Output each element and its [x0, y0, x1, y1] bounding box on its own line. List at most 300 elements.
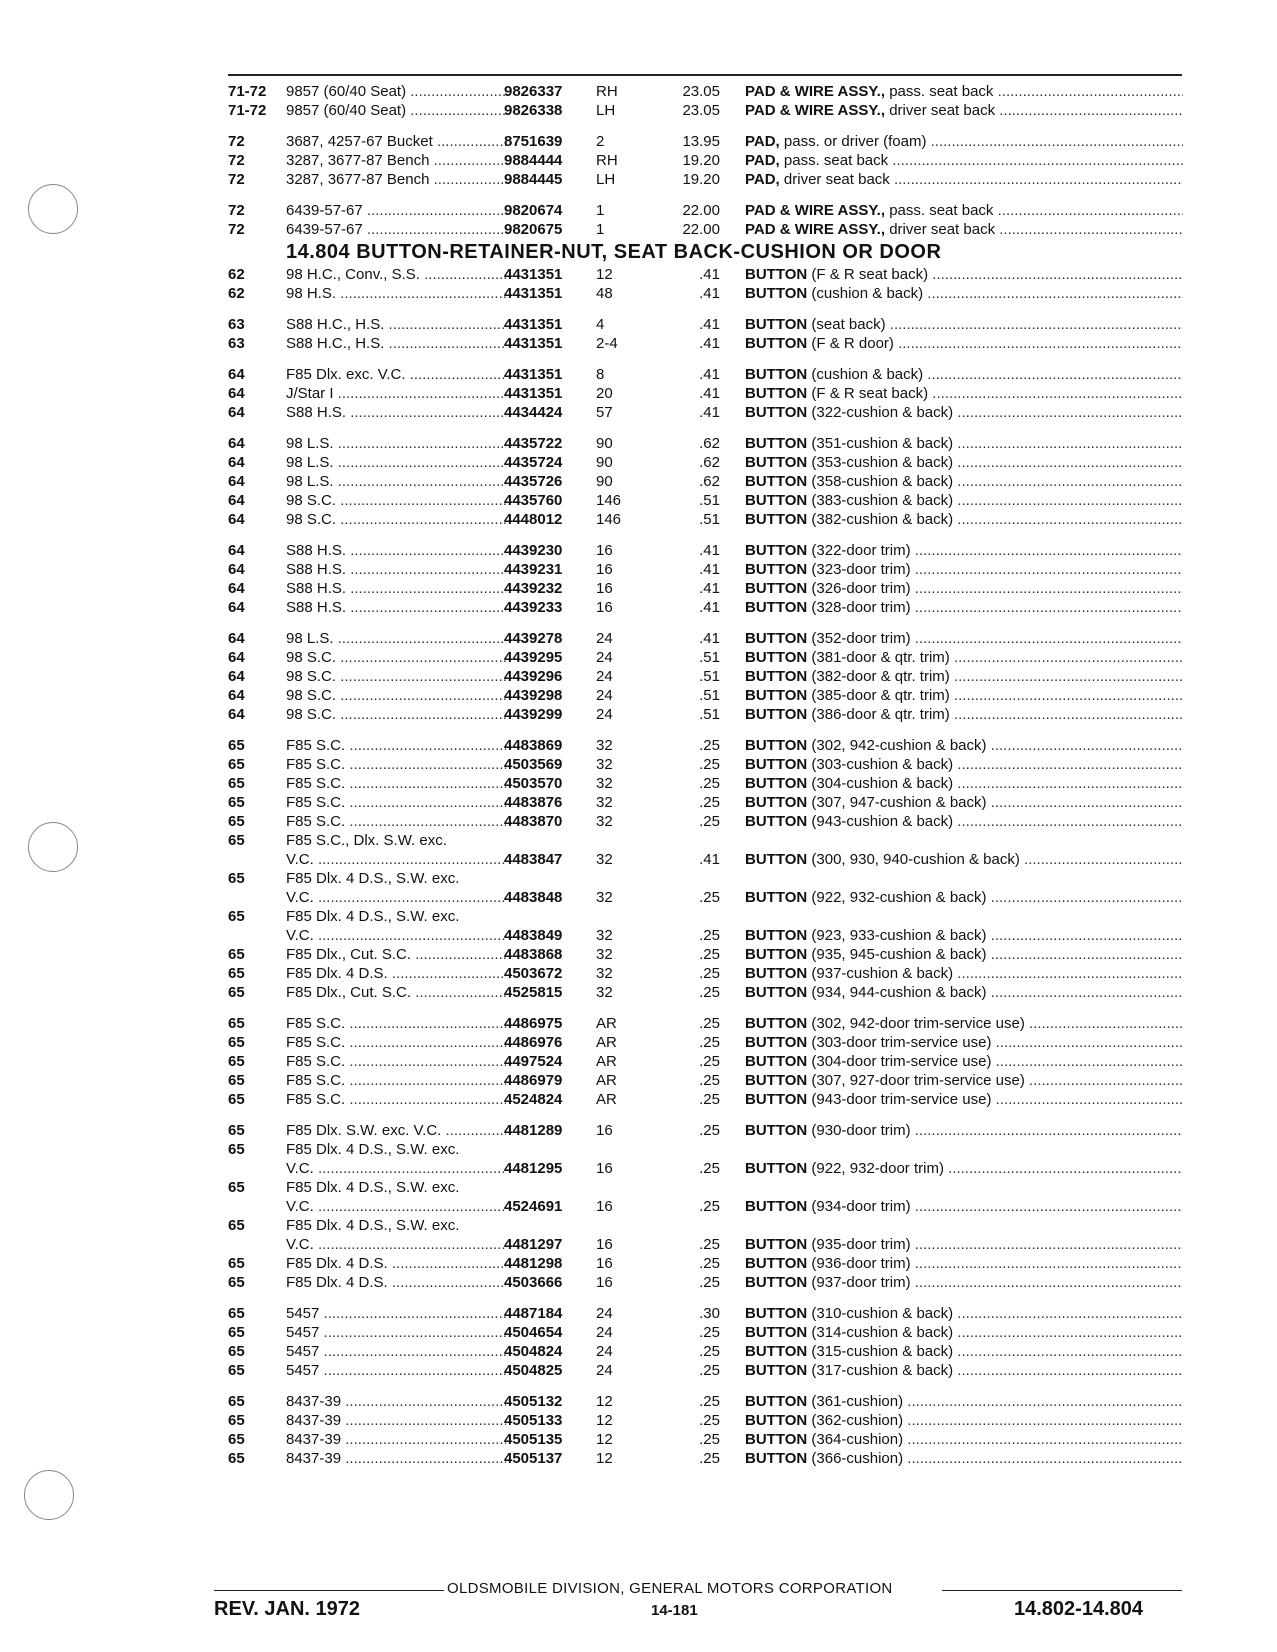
model-cell: 98 S.C. .....	[286, 510, 506, 529]
year-cell: 64	[228, 404, 245, 421]
model-cell: 98 S.C. .....	[286, 686, 506, 705]
price-cell: 13.95	[682, 133, 720, 150]
table-row	[0, 964, 1277, 983]
quantity-cell: 24	[596, 1343, 613, 1360]
description-text: (304-cushion & back)	[807, 775, 954, 792]
part-number-cell: 4486975	[504, 1015, 563, 1032]
quantity-cell: AR	[596, 1053, 617, 1070]
description-cell	[745, 1304, 1183, 1323]
table-row	[0, 1342, 1277, 1361]
description-bold: BUTTON	[745, 649, 808, 666]
description-bold: BUTTON	[745, 984, 808, 1001]
description-text: driver seat back	[885, 102, 996, 119]
description-bold: BUTTON	[745, 1053, 808, 1070]
quantity-cell: 24	[596, 1324, 613, 1341]
description-cell	[745, 579, 1183, 598]
description-cell	[745, 132, 1183, 151]
description-cell	[745, 755, 1183, 774]
table-row	[0, 1449, 1277, 1468]
year-cell: 72	[228, 152, 245, 169]
quantity-cell: 16	[596, 580, 613, 597]
price-cell: .41	[699, 366, 720, 383]
model-cell: V.C. .....	[286, 926, 506, 945]
price-cell: .41	[699, 630, 720, 647]
price-cell: .41	[699, 316, 720, 333]
year-cell: 63	[228, 316, 245, 333]
part-number-cell: 4486976	[504, 1034, 563, 1051]
quantity-cell: 146	[596, 511, 622, 528]
description-cell	[745, 1342, 1183, 1361]
table-row	[0, 1361, 1277, 1380]
quantity-cell: 32	[596, 946, 613, 963]
part-number-cell: 4505132	[504, 1393, 563, 1410]
year-cell: 72	[228, 202, 245, 219]
part-number-cell: 4481297	[504, 1236, 563, 1253]
description-text: (382-cushion & back)	[807, 511, 954, 528]
description-bold: BUTTON	[745, 965, 808, 982]
footer-page-number: 14-181	[651, 1602, 698, 1619]
group-spacer	[0, 617, 1277, 629]
description-bold: BUTTON	[745, 756, 808, 773]
price-cell: .51	[699, 511, 720, 528]
year-cell: 65	[228, 1034, 245, 1051]
year-cell: 64	[228, 580, 245, 597]
quantity-cell: 24	[596, 687, 613, 704]
price-cell: .51	[699, 687, 720, 704]
description-bold: BUTTON	[745, 794, 808, 811]
part-number-cell: 4483848	[504, 889, 563, 906]
table-row	[0, 629, 1277, 648]
model-cell: 98 S.C. .....	[286, 705, 506, 724]
model-cell: 8437-39 .....	[286, 1411, 506, 1430]
year-cell: 64	[228, 385, 245, 402]
price-cell: .25	[699, 946, 720, 963]
description-cell	[745, 82, 1183, 101]
part-number-cell: 4431351	[504, 366, 563, 383]
table-row	[0, 220, 1277, 239]
part-number-cell: 4487184	[504, 1305, 563, 1322]
part-number-cell: 4481298	[504, 1255, 563, 1272]
description-cell	[745, 434, 1183, 453]
price-cell: .25	[699, 1160, 720, 1177]
quantity-cell: RH	[596, 83, 618, 100]
group-spacer	[0, 1109, 1277, 1121]
quantity-cell: 12	[596, 1450, 613, 1467]
price-cell: .25	[699, 775, 720, 792]
table-row	[0, 1071, 1277, 1090]
description-bold: BUTTON	[745, 668, 808, 685]
table-row	[0, 1235, 1277, 1254]
description-bold: BUTTON	[745, 1305, 808, 1322]
quantity-cell: 16	[596, 542, 613, 559]
model-cell: F85 S.C. .....	[286, 1052, 506, 1071]
footer-revision: REV. JAN. 1972	[214, 1598, 361, 1620]
table-row	[0, 541, 1277, 560]
model-cell: 5457 .....	[286, 1342, 506, 1361]
model-cell: 8437-39 .....	[286, 1430, 506, 1449]
description-bold: BUTTON	[745, 927, 808, 944]
price-cell: 19.20	[682, 152, 720, 169]
part-number-cell: 4435726	[504, 473, 563, 490]
model-cell: F85 S.C. .....	[286, 755, 506, 774]
part-number-cell: 4483849	[504, 927, 563, 944]
quantity-cell: 12	[596, 1431, 613, 1448]
description-bold: BUTTON	[745, 1393, 808, 1410]
table-row	[0, 365, 1277, 384]
model-cell: 3287, 3677-87 Bench .....	[286, 151, 506, 170]
binder-hole	[24, 1470, 74, 1520]
model-cell: 98 L.S. .....	[286, 434, 506, 453]
price-cell: .25	[699, 1255, 720, 1272]
price-cell: .25	[699, 813, 720, 830]
year-cell: 64	[228, 706, 245, 723]
description-text: pass. seat back	[885, 83, 994, 100]
description-cell	[745, 686, 1183, 705]
group-spacer	[0, 529, 1277, 541]
description-bold: BUTTON	[745, 946, 808, 963]
price-cell: .25	[699, 1431, 720, 1448]
price-cell: .25	[699, 1450, 720, 1467]
year-cell: 65	[228, 1343, 245, 1360]
description-text: (362-cushion)	[807, 1412, 904, 1429]
table-row	[0, 510, 1277, 529]
price-cell: .25	[699, 984, 720, 1001]
table-row	[0, 831, 1277, 850]
quantity-cell: AR	[596, 1015, 617, 1032]
description-cell	[745, 1392, 1183, 1411]
description-text: (322-door trim)	[807, 542, 911, 559]
description-text: (328-door trim)	[807, 599, 911, 616]
model-cell: F85 S.C. .....	[286, 774, 506, 793]
model-cell: 5457 .....	[286, 1304, 506, 1323]
price-cell: .25	[699, 889, 720, 906]
description-text: (364-cushion)	[807, 1431, 904, 1448]
part-number-cell: 4439296	[504, 668, 563, 685]
year-cell: 65	[228, 832, 245, 849]
part-number-cell: 4431351	[504, 285, 563, 302]
description-cell	[745, 384, 1183, 403]
description-text: (310-cushion & back)	[807, 1305, 954, 1322]
description-text: pass. seat back	[779, 152, 889, 169]
quantity-cell: 32	[596, 927, 613, 944]
description-text: (F & R seat back)	[807, 266, 929, 283]
quantity-cell: 32	[596, 984, 613, 1001]
quantity-cell: 90	[596, 454, 613, 471]
year-cell: 65	[228, 870, 245, 887]
table-row	[0, 434, 1277, 453]
table-row	[0, 1323, 1277, 1342]
description-cell	[745, 850, 1183, 869]
group-spacer	[0, 422, 1277, 434]
description-cell	[745, 315, 1183, 334]
description-text: (314-cushion & back)	[807, 1324, 954, 1341]
model-cell: V.C. .....	[286, 1197, 506, 1216]
price-cell: .25	[699, 1091, 720, 1108]
quantity-cell: 32	[596, 775, 613, 792]
table-row	[0, 453, 1277, 472]
quantity-cell: 8	[596, 366, 605, 383]
year-cell: 65	[228, 1217, 245, 1234]
table-row	[0, 648, 1277, 667]
table-row	[0, 579, 1277, 598]
description-text: (923, 933-cushion & back)	[807, 927, 987, 944]
model-cell: F85 Dlx., Cut. S.C. .....	[286, 945, 506, 964]
year-cell: 65	[228, 794, 245, 811]
description-bold: PAD & WIRE ASSY.,	[745, 102, 886, 119]
model-cell: F85 Dlx. 4 D.S., S.W. exc.	[286, 1217, 460, 1234]
table-row	[0, 983, 1277, 1002]
year-cell: 65	[228, 965, 245, 982]
quantity-cell: 90	[596, 435, 613, 452]
quantity-cell: 1	[596, 202, 605, 219]
model-cell: 98 H.S. .....	[286, 284, 506, 303]
part-number-cell: 4524824	[504, 1091, 563, 1108]
description-cell	[745, 774, 1183, 793]
table-row	[0, 560, 1277, 579]
description-text: (317-cushion & back)	[807, 1362, 954, 1379]
quantity-cell: 48	[596, 285, 613, 302]
price-cell: .41	[699, 561, 720, 578]
price-cell: .25	[699, 1053, 720, 1070]
description-cell	[745, 888, 1183, 907]
part-number-cell: 4497524	[504, 1053, 563, 1070]
part-number-cell: 4448012	[504, 511, 563, 528]
model-cell: V.C. .....	[286, 1159, 506, 1178]
description-text: (935, 945-cushion & back)	[807, 946, 987, 963]
table-row	[0, 1273, 1277, 1292]
description-bold: PAD & WIRE ASSY.,	[745, 202, 886, 219]
description-text: (307, 947-cushion & back)	[807, 794, 987, 811]
table-row	[0, 472, 1277, 491]
price-cell: .25	[699, 965, 720, 982]
price-cell: .62	[699, 473, 720, 490]
description-cell	[745, 220, 1183, 239]
model-cell: F85 S.C., Dlx. S.W. exc.	[286, 832, 447, 849]
description-text: (361-cushion)	[807, 1393, 904, 1410]
price-cell: .41	[699, 851, 720, 868]
description-text: (385-door & qtr. trim)	[807, 687, 950, 704]
year-cell: 65	[228, 1274, 245, 1291]
model-cell: S88 H.C., H.S. .....	[286, 315, 506, 334]
price-cell: .41	[699, 599, 720, 616]
model-cell: F85 Dlx. 4 D.S., S.W. exc.	[286, 908, 460, 925]
model-cell: S88 H.S. .....	[286, 560, 506, 579]
part-number-cell: 4486979	[504, 1072, 563, 1089]
description-bold: BUTTON	[745, 1015, 808, 1032]
price-cell: .25	[699, 1198, 720, 1215]
year-cell: 65	[228, 1072, 245, 1089]
description-cell	[745, 1323, 1183, 1342]
part-number-cell: 4439230	[504, 542, 563, 559]
price-cell: .25	[699, 756, 720, 773]
model-cell: S88 H.S. .....	[286, 403, 506, 422]
price-cell: .25	[699, 1343, 720, 1360]
description-bold: BUTTON	[745, 511, 808, 528]
part-number-cell: 4504654	[504, 1324, 563, 1341]
table-row	[0, 170, 1277, 189]
year-cell: 65	[228, 1393, 245, 1410]
description-bold: PAD,	[745, 171, 780, 188]
group-spacer	[0, 353, 1277, 365]
price-cell: .25	[699, 1274, 720, 1291]
price-cell: .25	[699, 737, 720, 754]
price-cell: .51	[699, 668, 720, 685]
description-text: (937-cushion & back)	[807, 965, 954, 982]
description-bold: BUTTON	[745, 775, 808, 792]
quantity-cell: AR	[596, 1034, 617, 1051]
part-number-cell: 4435760	[504, 492, 563, 509]
description-bold: BUTTON	[745, 454, 808, 471]
description-text: (303-door trim-service use)	[807, 1034, 992, 1051]
model-cell: F85 S.C. .....	[286, 1090, 506, 1109]
table-row	[0, 1216, 1277, 1235]
description-cell	[745, 1071, 1183, 1090]
description-text: (935-door trim)	[807, 1236, 911, 1253]
part-number-cell: 4435722	[504, 435, 563, 452]
description-text: pass. or driver (foam)	[779, 133, 927, 150]
model-cell: 5457 .....	[286, 1323, 506, 1342]
quantity-cell: 16	[596, 1274, 613, 1291]
price-cell: .41	[699, 404, 720, 421]
part-number-cell: 4505133	[504, 1412, 563, 1429]
description-bold: PAD,	[745, 133, 780, 150]
part-number-cell: 4504824	[504, 1343, 563, 1360]
part-number-cell: 4431351	[504, 335, 563, 352]
description-text: (943-door trim-service use)	[807, 1091, 992, 1108]
description-cell	[745, 1273, 1183, 1292]
description-bold: BUTTON	[745, 561, 808, 578]
part-number-cell: 4439295	[504, 649, 563, 666]
description-text: (323-door trim)	[807, 561, 911, 578]
description-bold: BUTTON	[745, 385, 808, 402]
quantity-cell: 16	[596, 1160, 613, 1177]
model-cell: S88 H.S. .....	[286, 579, 506, 598]
year-cell: 65	[228, 1324, 245, 1341]
footer-corporation: OLDSMOBILE DIVISION, GENERAL MOTORS CORPORATION	[447, 1580, 893, 1597]
description-cell	[745, 1090, 1183, 1109]
model-cell: 98 L.S. .....	[286, 453, 506, 472]
description-cell	[745, 926, 1183, 945]
description-text: (937-door trim)	[807, 1274, 911, 1291]
part-number-cell: 4504825	[504, 1362, 563, 1379]
description-bold: PAD,	[745, 152, 780, 169]
model-cell: 98 H.C., Conv., S.S. .....	[286, 265, 506, 284]
description-bold: BUTTON	[745, 1122, 808, 1139]
price-cell: .62	[699, 435, 720, 452]
description-cell	[745, 151, 1183, 170]
model-cell: 98 S.C. .....	[286, 648, 506, 667]
description-cell	[745, 629, 1183, 648]
footer-rule-left	[214, 1590, 444, 1591]
quantity-cell: LH	[596, 171, 616, 188]
description-cell	[745, 403, 1183, 422]
description-cell	[745, 541, 1183, 560]
description-bold: BUTTON	[745, 1198, 808, 1215]
description-bold: BUTTON	[745, 1324, 808, 1341]
table-row	[0, 334, 1277, 353]
description-bold: BUTTON	[745, 473, 808, 490]
price-cell: .51	[699, 492, 720, 509]
description-bold: BUTTON	[745, 285, 808, 302]
table-row	[0, 1140, 1277, 1159]
model-cell: 9857 (60/40 Seat) .....	[286, 82, 506, 101]
table-row	[0, 598, 1277, 617]
year-cell: 62	[228, 285, 245, 302]
table-row	[0, 82, 1277, 101]
table-row	[0, 315, 1277, 334]
table-row	[0, 1090, 1277, 1109]
table-row	[0, 201, 1277, 220]
description-cell	[745, 793, 1183, 812]
part-number-cell: 4503672	[504, 965, 563, 982]
description-cell	[745, 736, 1183, 755]
model-cell: S88 H.S. .....	[286, 541, 506, 560]
model-cell: F85 S.C. .....	[286, 1014, 506, 1033]
group-spacer	[0, 1380, 1277, 1392]
quantity-cell: 24	[596, 1305, 613, 1322]
description-cell	[745, 265, 1183, 284]
quantity-cell: 12	[596, 1412, 613, 1429]
description-cell	[745, 945, 1183, 964]
year-cell: 65	[228, 1141, 245, 1158]
part-number-cell: 9884444	[504, 152, 563, 169]
description-text: (304-door trim-service use)	[807, 1053, 992, 1070]
year-cell: 64	[228, 473, 245, 490]
table-row	[0, 491, 1277, 510]
description-bold: BUTTON	[745, 1431, 808, 1448]
quantity-cell: 32	[596, 889, 613, 906]
year-cell: 64	[228, 454, 245, 471]
model-cell: S88 H.C., H.S. .....	[286, 334, 506, 353]
description-text: (F & R door)	[807, 335, 894, 352]
description-bold: BUTTON	[745, 1362, 808, 1379]
price-cell: .41	[699, 542, 720, 559]
model-cell: V.C. .....	[286, 888, 506, 907]
description-cell	[745, 1430, 1183, 1449]
price-cell: 23.05	[682, 102, 720, 119]
description-bold: BUTTON	[745, 1450, 808, 1467]
description-cell	[745, 983, 1183, 1002]
table-row	[0, 1033, 1277, 1052]
part-number-cell: 9820675	[504, 221, 563, 238]
description-text: (322-cushion & back)	[807, 404, 954, 421]
quantity-cell: 24	[596, 1362, 613, 1379]
group-spacer	[0, 1292, 1277, 1304]
description-cell	[745, 101, 1183, 120]
part-number-cell: 4505137	[504, 1450, 563, 1467]
description-bold: BUTTON	[745, 687, 808, 704]
quantity-cell: 16	[596, 1122, 613, 1139]
table-row	[0, 403, 1277, 422]
quantity-cell: 16	[596, 1255, 613, 1272]
part-number-cell: 4439233	[504, 599, 563, 616]
description-cell	[745, 1235, 1183, 1254]
part-number-cell: 8751639	[504, 133, 563, 150]
part-number-cell: 4483876	[504, 794, 563, 811]
price-cell: .41	[699, 335, 720, 352]
table-row	[0, 151, 1277, 170]
table-row	[0, 926, 1277, 945]
part-number-cell: 4439299	[504, 706, 563, 723]
year-cell: 64	[228, 561, 245, 578]
description-bold: BUTTON	[745, 435, 808, 452]
part-number-cell: 4481295	[504, 1160, 563, 1177]
quantity-cell: 32	[596, 737, 613, 754]
quantity-cell: 32	[596, 756, 613, 773]
table-row	[0, 907, 1277, 926]
description-text: (351-cushion & back)	[807, 435, 954, 452]
year-cell: 65	[228, 1450, 245, 1467]
